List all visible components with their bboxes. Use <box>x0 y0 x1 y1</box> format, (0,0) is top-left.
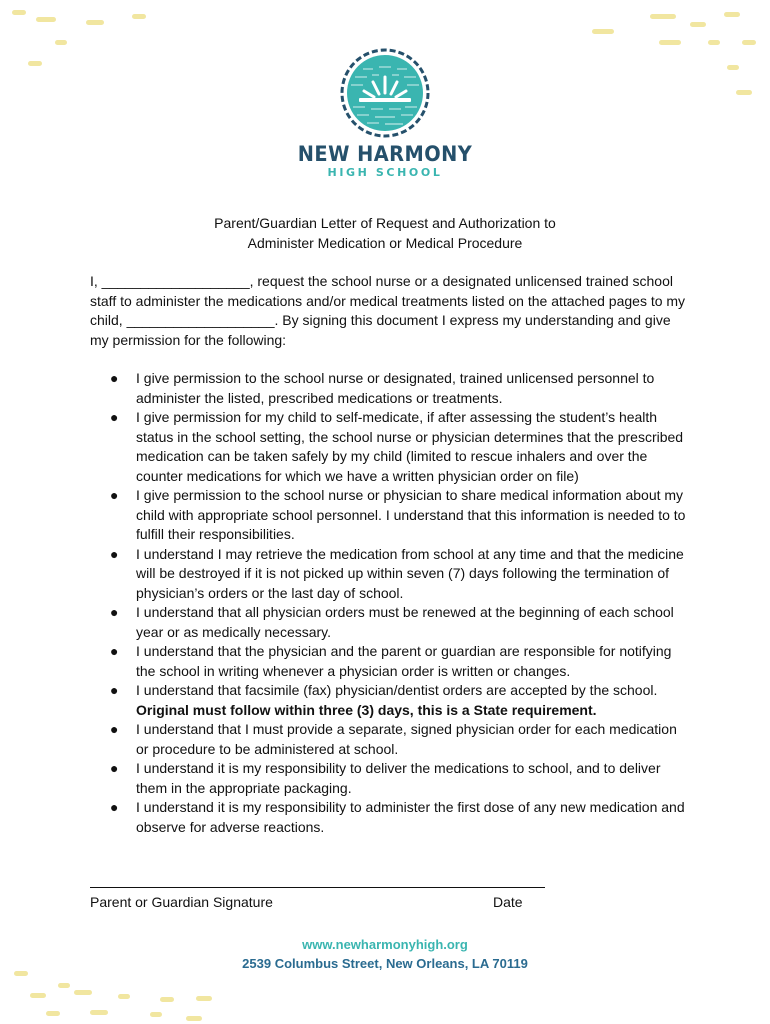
list-item <box>90 642 690 681</box>
list-item-text: I understand that facsimile (fax) physician/dentist orders are accepted by the school. <box>136 682 658 698</box>
list-item-text: I understand it is my responsibility to deliver the medications to school, and to deliver them in the appropriate packaging. <box>136 760 661 796</box>
bullet-icon: ● <box>110 682 119 698</box>
decor-dash <box>58 983 70 988</box>
list-item <box>90 603 690 642</box>
list-item-text: I understand that all physician orders must be renewed at the beginning of each school year or as medically necessary. <box>136 604 674 640</box>
footer-url[interactable]: www.newharmonyhigh.org <box>302 937 468 952</box>
decor-dash <box>30 993 46 998</box>
date-label: Date <box>493 894 523 910</box>
decor-dash <box>742 40 756 45</box>
list-item <box>90 720 690 759</box>
bullet-icon: ● <box>110 545 119 562</box>
bullet-icon: ● <box>110 760 119 776</box>
title-line-2: Administer Medication or Medical Procedure <box>247 234 523 251</box>
signature-line <box>90 887 545 888</box>
page-title <box>0 214 770 253</box>
list-item-text: I understand it is my responsibility to administer the first dose of any new medication and observe for adverse reactions. <box>136 799 685 835</box>
list-item <box>90 681 690 720</box>
list-item-text: I give permission for my child to self-medicate, if after assessing the student’s health status in the school setting, the school nurse or physician determines that the prescribed medication can be taken safely by my child (limited to rescue inhalers and over the counter medications for which we have a written physician order on file) <box>136 409 684 484</box>
decor-dash <box>118 994 130 999</box>
list-item <box>90 486 690 545</box>
intro-paragraph: I, ___________________, request the school nurse or a designated unlicensed trained school staff to administer the medications and/or medical treatments listed on the attached pages to my child, ___________________. By signing this document I express my understanding and give my permission for the following: <box>90 273 686 348</box>
permission-list <box>90 369 690 837</box>
decor-dash <box>90 1010 108 1015</box>
decor-dash <box>724 12 740 17</box>
decor-dash <box>659 40 681 45</box>
list-item-text: I understand that the physician and the parent or guardian are responsible for notifying the school in writing whenever a physician order is written or changes. <box>136 643 672 679</box>
decor-dash <box>736 90 752 95</box>
decor-dash <box>160 997 174 1002</box>
list-item <box>90 408 690 486</box>
decor-dash <box>86 20 104 25</box>
footer-address: 2539 Columbus Street, New Orleans, LA 70119 <box>242 956 528 971</box>
sunrise-emblem-icon <box>339 47 431 139</box>
bullet-icon: ● <box>110 643 119 659</box>
list-item <box>90 759 690 798</box>
school-name: NEW HARMONY <box>297 142 473 167</box>
decor-dash <box>55 40 67 45</box>
bullet-icon: ● <box>110 799 119 815</box>
decor-dash <box>196 996 212 1001</box>
bullet-icon: ● <box>110 370 119 386</box>
school-subtitle: HIGH SCHOOL <box>327 166 443 179</box>
list-item-text: I understand I may retrieve the medication from school at any time and that the medicine will be destroyed if it is not picked up within seven (7) days following the termination of physician’s orders or the last day of school. <box>136 545 684 601</box>
list-item-emphasis: Original must follow within three (3) days, this is a State requirement. <box>136 701 597 718</box>
list-item-text: I understand that I must provide a separate, signed physician order for each medication or procedure to be administered at school. <box>136 721 677 757</box>
decor-dash <box>14 971 28 976</box>
decor-dash <box>12 10 26 15</box>
list-item-text: I give permission to the school nurse or designated, trained unlicensed personnel to administer the listed, prescribed medications or treatments. <box>136 370 655 406</box>
decor-dash <box>727 65 739 70</box>
decor-dash <box>186 1016 202 1021</box>
bullet-icon: ● <box>110 604 119 620</box>
bullet-icon: ● <box>110 721 119 737</box>
list-item <box>90 369 690 408</box>
decor-dash <box>150 1012 162 1017</box>
decor-dash <box>690 22 706 27</box>
decor-dash <box>46 1011 60 1016</box>
decor-dash <box>708 40 720 45</box>
bullet-icon: ● <box>110 487 119 503</box>
decor-dash <box>36 17 56 22</box>
list-item-text: I give permission to the school nurse or physician to share medical information about my child with appropriate school personnel. I understand that this information is needed to to fulfill their responsibilities. <box>136 487 686 542</box>
title-line-1: Parent/Guardian Letter of Request and Authorization to <box>214 215 556 231</box>
decor-dash <box>28 61 42 66</box>
decor-dash <box>592 29 614 34</box>
list-item <box>90 545 690 604</box>
decor-dash <box>74 990 92 995</box>
decor-dash <box>132 14 146 19</box>
decor-dash <box>650 14 676 19</box>
signature-label: Parent or Guardian Signature <box>90 894 273 910</box>
bullet-icon: ● <box>110 409 119 425</box>
list-item <box>90 798 690 837</box>
